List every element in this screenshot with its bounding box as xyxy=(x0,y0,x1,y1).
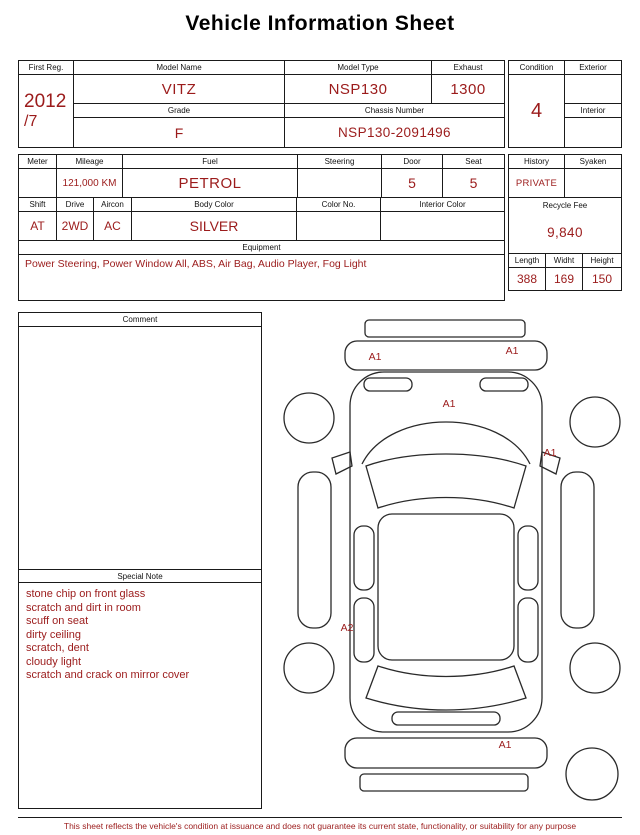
model-type-label: Model Type xyxy=(285,61,432,75)
steering-label: Steering xyxy=(298,155,382,169)
exterior-label: Exterior xyxy=(565,61,621,75)
footer-disclaimer: This sheet reflects the vehicle's condition at issuance and does not guarantee its current state, functionality, or suitability for any purpose xyxy=(63,821,577,831)
special-note-item: cloudy light xyxy=(26,655,82,668)
damage-annotation: A1 xyxy=(505,345,519,357)
page-title: Vehicle Information Sheet xyxy=(185,12,455,35)
exhaust-label: Exhaust xyxy=(432,61,504,75)
seat-label: Seat xyxy=(443,155,504,169)
condition-value: 4 xyxy=(509,75,565,147)
body-color-value: SILVER xyxy=(132,212,297,241)
damage-annotation: A1 xyxy=(498,739,512,751)
mileage-label: Mileage xyxy=(57,155,123,169)
fuel-value: PETROL xyxy=(123,169,298,198)
chassis-label: Chassis Number xyxy=(285,104,504,118)
recycle-fee-label: Recycle Fee xyxy=(542,200,588,210)
steering-value xyxy=(298,169,382,198)
registration-table xyxy=(18,60,505,148)
interior-value xyxy=(565,118,621,147)
model-name-value: VITZ xyxy=(74,75,285,104)
door-value: 5 xyxy=(382,169,443,198)
width-label: Widht xyxy=(546,254,583,268)
drive-label: Drive xyxy=(57,198,94,212)
footer-divider xyxy=(18,817,622,818)
history-value: PRIVATE xyxy=(509,169,565,198)
interior-color-label: Interior Color xyxy=(381,198,504,212)
interior-label: Interior xyxy=(565,104,621,118)
special-note-list xyxy=(26,588,257,683)
drive-value: 2WD xyxy=(57,212,94,241)
height-label: Height xyxy=(583,254,621,268)
grade-label: Grade xyxy=(74,104,285,118)
damage-annotation: A1 xyxy=(442,398,456,410)
shift-label: Shift xyxy=(19,198,57,212)
chassis-value: NSP130-2091496 xyxy=(338,125,451,140)
condition-table xyxy=(508,60,622,148)
history-label: History xyxy=(509,155,565,169)
first-reg-label: First Reg. xyxy=(19,61,74,75)
condition-label: Condition xyxy=(509,61,565,75)
special-note-item: dirty ceiling xyxy=(26,628,82,641)
fuel-label: Fuel xyxy=(123,155,298,169)
grade-value: F xyxy=(74,118,285,147)
damage-annotation: A2 xyxy=(340,622,354,634)
special-note-item: scratch, dent xyxy=(26,642,89,654)
interior-color-value xyxy=(381,212,504,241)
first-reg-value xyxy=(19,75,74,147)
special-note-item: scuff on seat xyxy=(26,615,89,627)
comment-panel xyxy=(18,312,262,809)
model-name-label: Model Name xyxy=(74,61,285,75)
first-reg-year: 2012 xyxy=(24,91,67,113)
syaken-label: Syaken xyxy=(565,155,621,169)
aircon-label: Aircon xyxy=(94,198,132,212)
spec-table xyxy=(18,154,505,301)
damage-annotation: A1 xyxy=(543,447,557,459)
length-value: 388 xyxy=(509,268,546,290)
shift-value: AT xyxy=(19,212,57,241)
color-no-label: Color No. xyxy=(297,198,381,212)
history-table xyxy=(508,154,622,291)
annotation-layer xyxy=(262,314,634,812)
car-diagram xyxy=(262,314,634,812)
syaken-value xyxy=(565,169,621,198)
mileage-value: 121,000 KM xyxy=(57,169,123,198)
equipment-value: Power Steering, Power Window All, ABS, Air Bag, Audio Player, Fog Light xyxy=(25,258,367,270)
equipment-label: Equipment xyxy=(19,241,504,255)
special-note-label: Special Note xyxy=(19,569,261,583)
meter-value xyxy=(19,169,57,198)
special-note-item: scratch and crack on mirror cover xyxy=(26,669,190,681)
special-note-item: scratch and dirt in room xyxy=(26,601,141,614)
color-no-value xyxy=(297,212,381,241)
aircon-value: AC xyxy=(94,212,132,241)
height-value: 150 xyxy=(591,272,613,286)
special-note-item: stone chip on front glass xyxy=(26,588,146,600)
meter-label: Meter xyxy=(19,155,57,169)
recycle-fee-value: 9,840 xyxy=(509,212,621,254)
width-value: 169 xyxy=(546,268,583,290)
seat-value: 5 xyxy=(443,169,504,198)
exhaust-value: 1300 xyxy=(432,75,504,104)
first-reg-month: /7 xyxy=(24,112,38,130)
door-label: Door xyxy=(382,155,443,169)
body-color-label: Body Color xyxy=(132,198,297,212)
damage-annotation: A1 xyxy=(368,351,382,363)
length-label: Length xyxy=(509,254,546,268)
exterior-value xyxy=(565,75,621,104)
model-type-value: NSP130 xyxy=(285,75,432,104)
comment-label: Comment xyxy=(19,313,261,327)
